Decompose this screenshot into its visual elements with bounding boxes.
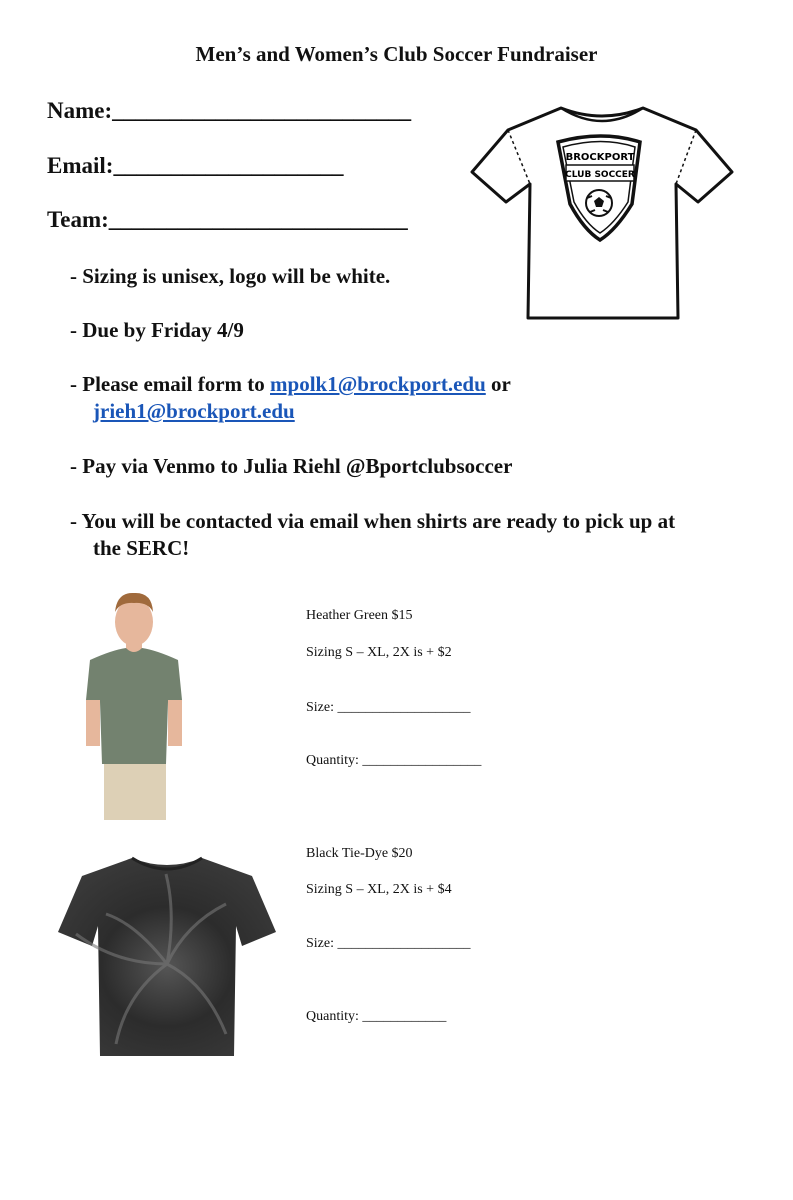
bullet-email-instructions — [70, 371, 511, 425]
product-black-tie-dye-size-field[interactable]: Size: ___________________ — [306, 936, 471, 951]
heather-green-shirt — [86, 648, 182, 764]
name-field[interactable]: Name:__________________________ — [47, 98, 412, 123]
pickup-text-line2: the SERC! — [93, 536, 190, 560]
product-heather-green-size-field[interactable]: Size: ___________________ — [306, 700, 471, 715]
product-heather-green-quantity-field[interactable]: Quantity: _________________ — [306, 753, 482, 768]
heather-green-shirt-photo — [82, 588, 186, 820]
email-instruction-text: - Please email form to — [70, 372, 265, 396]
email-field[interactable]: Email:____________________ — [47, 153, 344, 178]
bullet-venmo: - Pay via Venmo to Julia Riehl @Bportclubsoccer — [70, 454, 513, 478]
product-black-tie-dye-title: Black Tie-Dye $20 — [306, 846, 413, 861]
pickup-text-line1: - You will be contacted via email when shirts are ready to pick up at — [70, 509, 676, 533]
page-title: Men’s and Women’s Club Soccer Fundraiser — [195, 42, 598, 66]
product-black-tie-dye-sizing: Sizing S – XL, 2X is + $4 — [306, 882, 452, 897]
email-link-mpolk1[interactable]: mpolk1@brockport.edu — [270, 372, 486, 396]
email-link-jrieh1[interactable]: jrieh1@brockport.edu — [93, 399, 295, 423]
product-heather-green-title: Heather Green $15 — [306, 608, 413, 623]
bullet-sizing: - Sizing is unisex, logo will be white. — [70, 264, 391, 288]
club-soccer-shirt-illustration — [466, 100, 738, 328]
team-field[interactable]: Team:__________________________ — [47, 207, 408, 232]
product-black-tie-dye-quantity-field[interactable]: Quantity: ____________ — [306, 1009, 447, 1024]
logo-text-brockport: BROCKPORT — [565, 152, 635, 163]
logo-text-club-soccer: CLUB SOCCER — [565, 170, 635, 180]
bullet-due-date: - Due by Friday 4/9 — [70, 318, 244, 342]
bullet-pickup — [70, 508, 675, 562]
product-heather-green-sizing: Sizing S – XL, 2X is + $2 — [306, 645, 452, 660]
black-tie-dye-shirt-photo — [56, 854, 278, 1058]
email-or-text: or — [491, 372, 511, 396]
